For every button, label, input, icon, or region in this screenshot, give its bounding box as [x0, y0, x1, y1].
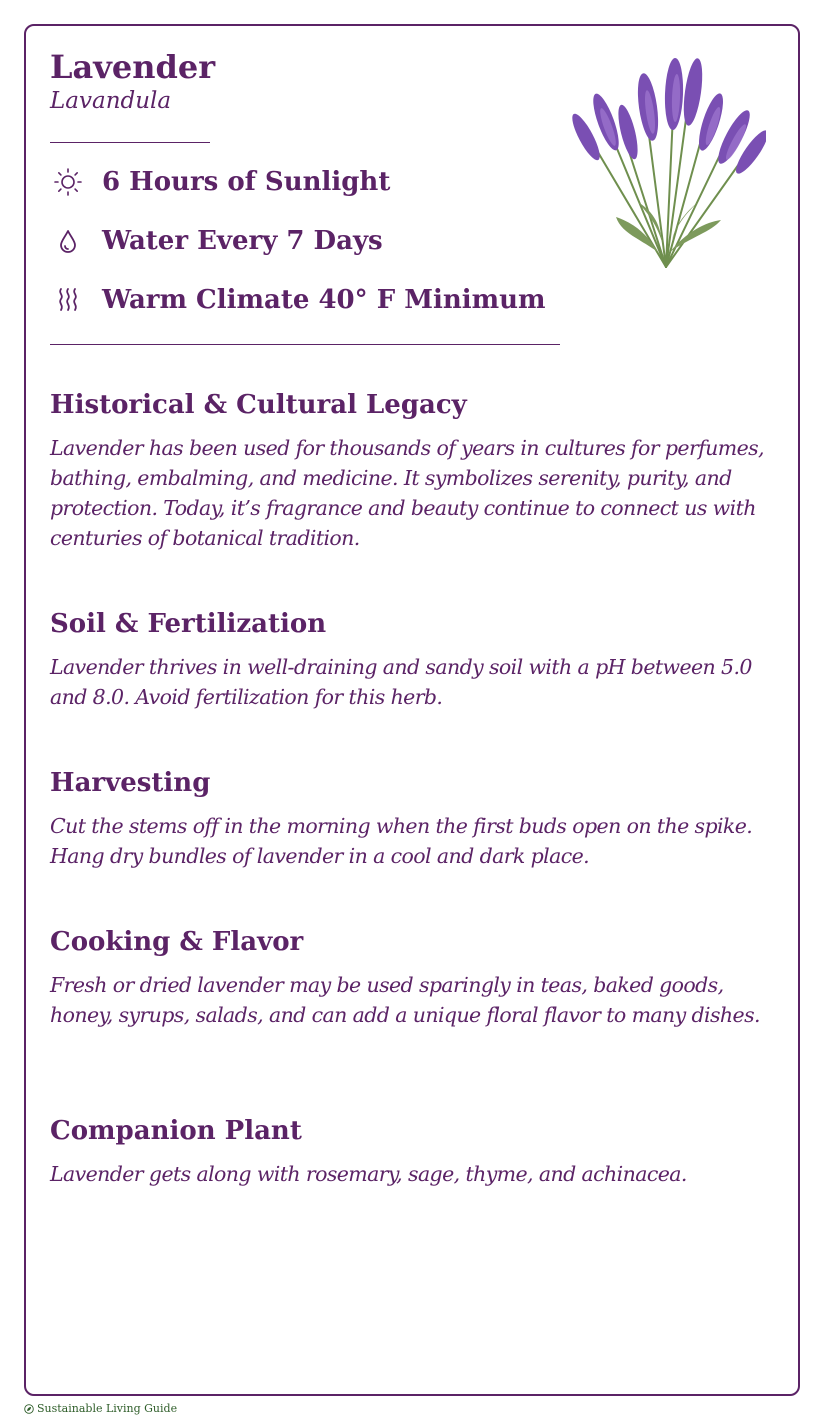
section-companion-heading: Companion Plant: [50, 1116, 302, 1146]
footer-label: Sustainable Living Guide: [37, 1402, 178, 1415]
plant-latin-name: Lavandula: [50, 88, 172, 114]
leaf-icon: [24, 1404, 34, 1414]
section-cooking-heading: Cooking & Flavor: [50, 927, 304, 957]
stat-climate: [50, 282, 546, 318]
heat-waves-icon: [50, 282, 86, 318]
section-cooking: [50, 927, 778, 1030]
section-cooking-body: Fresh or dried lavender may be used sparingly in teas, baked goods, honey, syrups, salads, and can add a unique floral flavor to many dishes.: [50, 973, 760, 1028]
stat-sunlight-label: 6 Hours of Sunlight: [102, 167, 391, 197]
lavender-bouquet-illustration: [566, 52, 766, 272]
sun-icon: [50, 164, 86, 200]
footer-brand: [24, 1402, 177, 1415]
stats-divider: [50, 344, 560, 345]
title-divider: [50, 142, 210, 143]
stat-sunlight: [50, 164, 390, 200]
section-soil-body: Lavender thrives in well-draining and sandy soil with a pH between 5.0 and 8.0. Avoid fertilization for this herb.: [50, 655, 752, 710]
section-soil-heading: Soil & Fertilization: [50, 609, 327, 639]
section-soil: [50, 609, 778, 712]
plant-name: Lavender: [50, 48, 216, 86]
stat-water: [50, 223, 383, 259]
stat-climate-label: Warm Climate 40° F Minimum: [102, 285, 546, 315]
stat-water-label: Water Every 7 Days: [102, 226, 383, 256]
section-harvest: [50, 768, 778, 871]
plant-card: [24, 24, 800, 1396]
section-history: [50, 390, 778, 553]
section-harvest-body: Cut the stems off in the morning when the first buds open on the spike. Hang dry bundles of lavender in a cool and dark place.: [50, 814, 753, 869]
section-companion-body: Lavender gets along with rosemary, sage, thyme, and achinacea.: [50, 1162, 687, 1187]
section-history-body: Lavender has been used for thousands of years in cultures for perfumes, bathing, embalming, and medicine. It symbolizes serenity, purity, and protection. Today, it’s fragrance and beauty continue to connect us with centuries of botanical tradition.: [50, 436, 764, 551]
section-companion: [50, 1116, 778, 1189]
section-history-heading: Historical & Cultural Legacy: [50, 390, 467, 420]
section-harvest-heading: Harvesting: [50, 768, 211, 798]
water-drop-icon: [50, 223, 86, 259]
